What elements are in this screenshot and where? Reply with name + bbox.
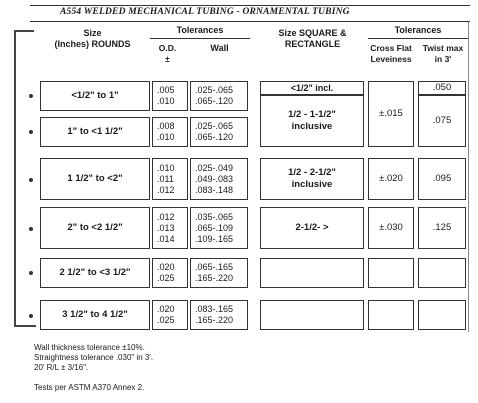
twist-cell: .095 [418, 158, 466, 200]
wall-cell: .083-.165 .165-.220 [190, 300, 248, 330]
row-marker [29, 314, 33, 318]
twist-cell: .075 [418, 95, 466, 147]
twist-cell: .125 [418, 207, 466, 249]
round-size-cell: 2 1/2" to <3 1/2" [40, 258, 150, 288]
cross-flat-cell: ±.015 [368, 81, 414, 147]
round-size-cell: <1/2" to 1" [40, 81, 150, 111]
rail-bottom-tick [14, 325, 36, 327]
od-cell: .020 .025 [152, 300, 188, 330]
header-cross-flat: Cross Flat Leveiness [370, 43, 412, 64]
round-size-cell: 1" to <1 1/2" [40, 117, 150, 147]
wall-cell: .025-.049 .049-.083 .083-.148 [190, 158, 248, 200]
round-size-cell: 3 1/2" to 4 1/2" [40, 300, 150, 330]
note-tests: Tests per ASTM A370 Annex 2. [34, 383, 145, 392]
od-cell: .010 .011 .012 [152, 158, 188, 200]
left-rail [14, 30, 16, 325]
rail-top-tick [14, 30, 34, 32]
square-size-cell: 1/2 - 2-1/2" inclusive [260, 158, 364, 200]
row-marker [29, 178, 33, 182]
od-cell: .012 .013 .014 [152, 207, 188, 249]
wall-cell: .035-.065 .065-.109 .109-.165 [190, 207, 248, 249]
right-rail [468, 22, 469, 332]
wall-cell: .065-.165 .165-.220 [190, 258, 248, 288]
twist-cell [418, 258, 466, 288]
cross-flat-cell: ±.030 [368, 207, 414, 249]
od-cell: .008 .010 [152, 117, 188, 147]
note-straightness: Straightness tolerance .030" in 3'. [34, 353, 154, 362]
header-tolerances: Tolerances [150, 25, 250, 39]
note-wall-thickness: Wall thickness tolerance ±10%. [34, 343, 145, 352]
square-size-cell: <1/2" incl. [260, 81, 364, 95]
cross-flat-cell [368, 258, 414, 288]
header-od: O.D. ± [158, 43, 177, 64]
header-tolerances-2: Tolerances [368, 25, 468, 39]
square-size-cell: 2-1/2- > [260, 207, 364, 249]
round-size-cell: 2" to <2 1/2" [40, 207, 150, 249]
twist-cell: .050 [418, 81, 466, 95]
header-size-rounds: Size (Inches) ROUNDS [54, 28, 131, 49]
square-size-cell [260, 258, 364, 288]
header-wall: Wall [210, 43, 229, 53]
row-marker [29, 94, 33, 98]
square-size-cell [260, 300, 364, 330]
note-random-length: 20' R/L ± 3/16". [34, 363, 89, 372]
od-cell: .005 .010 [152, 81, 188, 111]
page-title: A554 WELDED MECHANICAL TUBING - ORNAMENTAL TUBING [60, 7, 350, 17]
round-size-cell: 1 1/2" to <2" [40, 158, 150, 200]
header-twist: Twist max in 3' [422, 43, 464, 64]
od-cell: .020 .025 [152, 258, 188, 288]
row-marker [29, 271, 33, 275]
twist-cell [418, 300, 466, 330]
row-marker [29, 227, 33, 231]
header-size-square: Size SQUARE & RECTANGLE [278, 28, 347, 49]
wall-cell: .025-.065 .065-.120 [190, 81, 248, 111]
square-size-cell: 1/2 - 1-1/2" inclusive [260, 95, 364, 147]
cross-flat-cell [368, 300, 414, 330]
wall-cell: .025-.065 .065-.120 [190, 117, 248, 147]
row-marker [29, 130, 33, 134]
cross-flat-cell: ±.020 [368, 158, 414, 200]
